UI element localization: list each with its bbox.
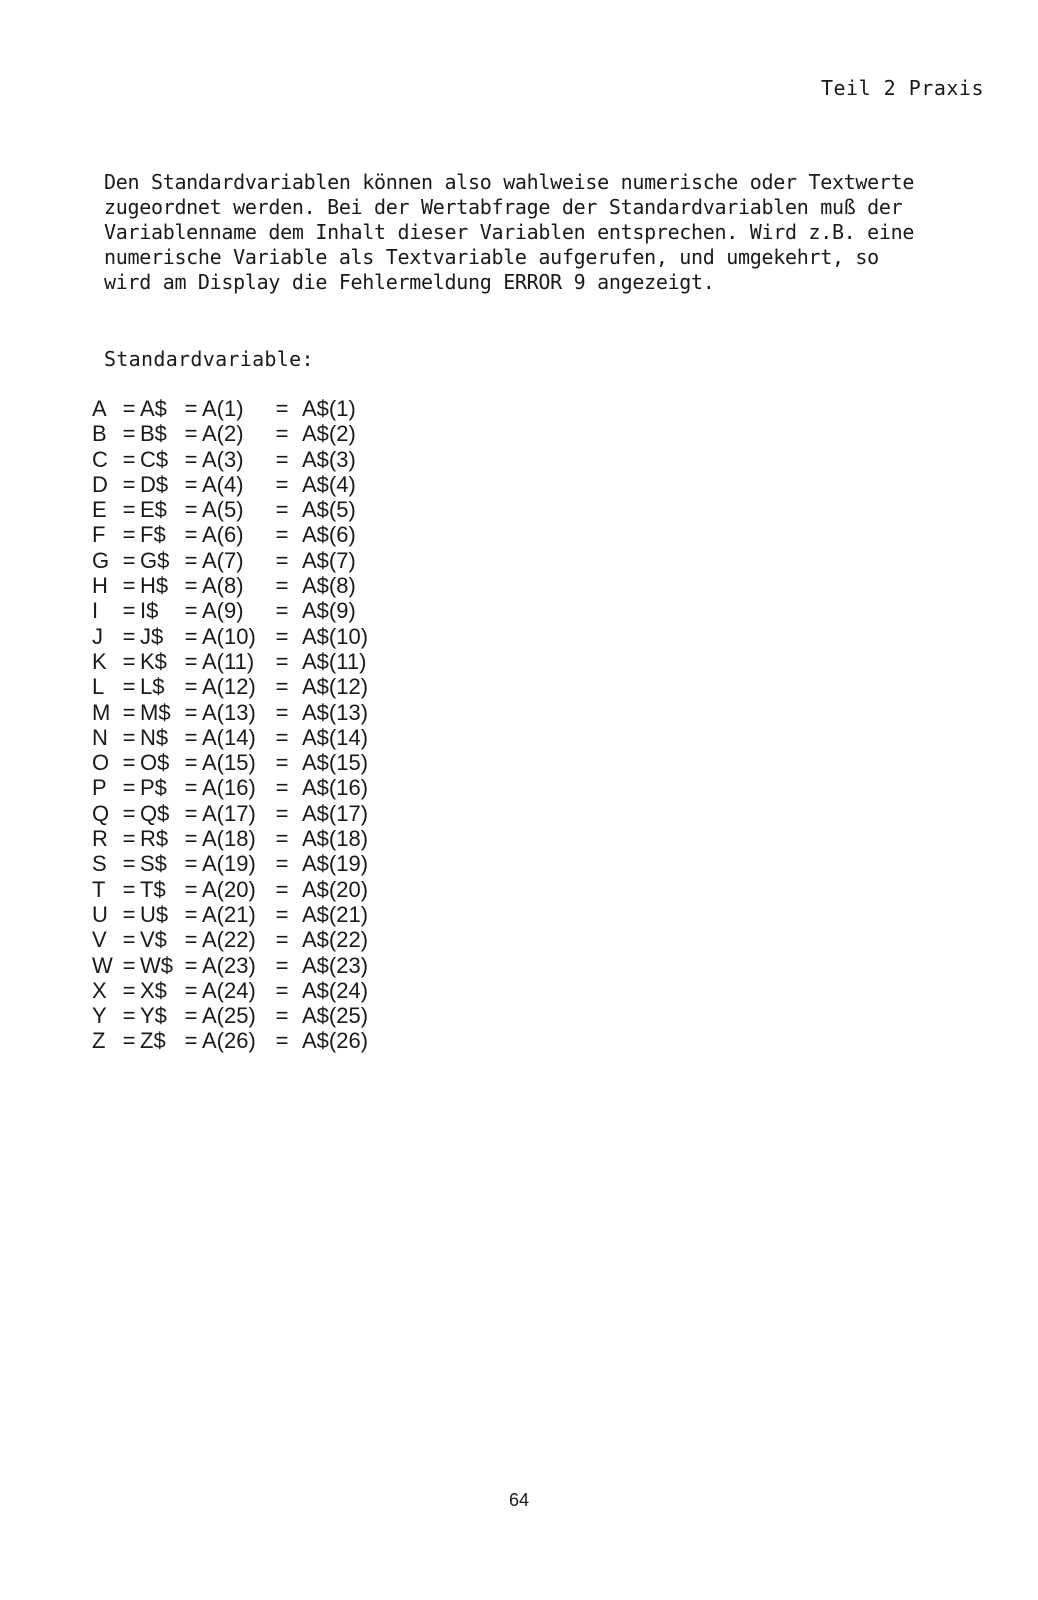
- array-element: A(19): [202, 851, 256, 877]
- paragraph-line: numerische Variable als Textvariable aufgerufen, und umgekehrt, so: [104, 245, 879, 269]
- equals-sign: =: [184, 648, 198, 674]
- array-element: A(21): [202, 901, 256, 927]
- variable-name: G: [92, 547, 110, 573]
- table-row: [92, 851, 382, 876]
- table-title: Standardvariable:: [104, 347, 314, 371]
- equals-sign: =: [275, 876, 289, 902]
- equals-sign: =: [184, 522, 198, 548]
- equals-sign: =: [184, 927, 198, 953]
- string-variable: V$: [140, 927, 167, 953]
- string-variable: B$: [140, 421, 167, 447]
- equals-sign: =: [122, 573, 136, 599]
- variable-name: B: [92, 421, 107, 447]
- array-element: A(20): [202, 876, 256, 902]
- variable-name: A: [92, 396, 107, 421]
- equals-sign: =: [275, 471, 289, 497]
- equals-sign: =: [122, 851, 136, 877]
- table-row: [92, 826, 382, 851]
- table-row: [92, 700, 382, 725]
- string-variable: Z$: [140, 1028, 166, 1054]
- equals-sign: =: [122, 876, 136, 902]
- equals-sign: =: [184, 674, 198, 700]
- variable-name: T: [92, 876, 106, 902]
- string-variable: T$: [140, 876, 166, 902]
- string-variable: Y$: [140, 1003, 167, 1029]
- equals-sign: =: [122, 446, 136, 472]
- array-element: A(13): [202, 699, 256, 725]
- equals-sign: =: [122, 750, 136, 776]
- string-array-element: A$(22): [302, 927, 369, 953]
- equals-sign: =: [275, 775, 289, 801]
- equals-sign: =: [184, 826, 198, 852]
- variable-name: Z: [92, 1028, 106, 1054]
- table-row: [92, 649, 382, 674]
- table-row: [92, 750, 382, 775]
- equals-sign: =: [184, 396, 198, 421]
- equals-sign: =: [275, 977, 289, 1003]
- string-array-element: A$(14): [302, 724, 369, 750]
- equals-sign: =: [184, 1028, 198, 1054]
- page-number: 64: [508, 1490, 530, 1510]
- equals-sign: =: [275, 598, 289, 624]
- equals-sign: =: [275, 800, 289, 826]
- table-row: [92, 522, 382, 547]
- string-variable: G$: [140, 547, 170, 573]
- array-element: A(2): [202, 421, 244, 447]
- equals-sign: =: [275, 750, 289, 776]
- table-row: [92, 927, 382, 952]
- string-array-element: A$(3): [302, 446, 356, 472]
- table-row: [92, 801, 382, 826]
- string-array-element: A$(18): [302, 826, 369, 852]
- variable-name: M: [92, 699, 111, 725]
- equals-sign: =: [122, 952, 136, 978]
- string-array-element: A$(26): [302, 1028, 369, 1054]
- variable-name: K: [92, 648, 107, 674]
- equals-sign: =: [184, 851, 198, 877]
- string-variable: I$: [140, 598, 159, 624]
- string-array-element: A$(11): [302, 648, 367, 674]
- array-element: A(24): [202, 977, 256, 1003]
- table-row: [92, 674, 382, 699]
- array-element: A(15): [202, 750, 256, 776]
- table-row: [92, 953, 382, 978]
- array-element: A(16): [202, 775, 256, 801]
- array-element: A(23): [202, 952, 256, 978]
- array-element: A(26): [202, 1028, 256, 1054]
- string-variable: M$: [140, 699, 171, 725]
- string-array-element: A$(20): [302, 876, 369, 902]
- string-array-element: A$(19): [302, 851, 369, 877]
- string-variable: K$: [140, 648, 167, 674]
- string-variable: E$: [140, 497, 167, 523]
- string-array-element: A$(8): [302, 573, 356, 599]
- variable-name: H: [92, 573, 108, 599]
- standard-variable-table: [92, 396, 382, 1054]
- array-element: A(4): [202, 471, 244, 497]
- equals-sign: =: [275, 952, 289, 978]
- variable-name: J: [92, 623, 103, 649]
- equals-sign: =: [184, 623, 198, 649]
- paragraph-line: wird am Display die Fehlermeldung ERROR 9 angezeigt.: [104, 270, 715, 294]
- array-element: A(1): [202, 396, 244, 421]
- string-variable: L$: [140, 674, 165, 700]
- string-array-element: A$(9): [302, 598, 356, 624]
- string-variable: X$: [140, 977, 167, 1003]
- equals-sign: =: [122, 674, 136, 700]
- equals-sign: =: [275, 396, 289, 421]
- string-variable: C$: [140, 446, 169, 472]
- string-variable: J$: [140, 623, 164, 649]
- array-element: A(6): [202, 522, 244, 548]
- equals-sign: =: [275, 547, 289, 573]
- array-element: A(9): [202, 598, 244, 624]
- variable-name: D: [92, 471, 108, 497]
- table-row: [92, 877, 382, 902]
- string-array-element: A$(10): [302, 623, 369, 649]
- table-row: [92, 472, 382, 497]
- variable-name: I: [92, 598, 99, 624]
- string-array-element: A$(24): [302, 977, 369, 1003]
- equals-sign: =: [122, 977, 136, 1003]
- paragraph-line: Den Standardvariablen können also wahlweise numerische oder Textwerte: [104, 170, 915, 194]
- equals-sign: =: [122, 826, 136, 852]
- array-element: A(11): [202, 648, 255, 674]
- variable-name: F: [92, 522, 106, 548]
- table-row: [92, 1003, 382, 1028]
- variable-name: R: [92, 826, 108, 852]
- variable-name: P: [92, 775, 107, 801]
- equals-sign: =: [275, 1028, 289, 1054]
- table-row: [92, 497, 382, 522]
- equals-sign: =: [275, 674, 289, 700]
- equals-sign: =: [275, 724, 289, 750]
- equals-sign: =: [275, 901, 289, 927]
- equals-sign: =: [122, 547, 136, 573]
- variable-name: S: [92, 851, 107, 877]
- string-array-element: A$(25): [302, 1003, 369, 1029]
- table-row: [92, 624, 382, 649]
- equals-sign: =: [184, 876, 198, 902]
- equals-sign: =: [184, 952, 198, 978]
- string-array-element: A$(23): [302, 952, 369, 978]
- equals-sign: =: [184, 1003, 198, 1029]
- equals-sign: =: [184, 750, 198, 776]
- string-array-element: A$(6): [302, 522, 356, 548]
- equals-sign: =: [275, 648, 289, 674]
- string-array-element: A$(17): [302, 800, 369, 826]
- table-row: [92, 978, 382, 1003]
- equals-sign: =: [184, 446, 198, 472]
- variable-name: X: [92, 977, 107, 1003]
- equals-sign: =: [275, 522, 289, 548]
- equals-sign: =: [275, 573, 289, 599]
- string-variable: F$: [140, 522, 166, 548]
- equals-sign: =: [184, 800, 198, 826]
- variable-name: L: [92, 674, 105, 700]
- variable-name: Y: [92, 1003, 107, 1029]
- equals-sign: =: [184, 977, 198, 1003]
- array-element: A(22): [202, 927, 256, 953]
- array-element: A(3): [202, 446, 244, 472]
- equals-sign: =: [122, 800, 136, 826]
- array-element: A(10): [202, 623, 256, 649]
- equals-sign: =: [122, 699, 136, 725]
- string-array-element: A$(5): [302, 497, 356, 523]
- variable-name: W: [92, 952, 113, 978]
- variable-name: O: [92, 750, 110, 776]
- table-row: [92, 598, 382, 623]
- equals-sign: =: [275, 623, 289, 649]
- string-array-element: A$(16): [302, 775, 369, 801]
- equals-sign: =: [275, 446, 289, 472]
- array-element: A(12): [202, 674, 256, 700]
- table-row: [92, 447, 382, 472]
- equals-sign: =: [184, 775, 198, 801]
- string-variable: W$: [140, 952, 173, 978]
- string-variable: S$: [140, 851, 167, 877]
- string-array-element: A$(7): [302, 547, 356, 573]
- equals-sign: =: [275, 497, 289, 523]
- array-element: A(17): [202, 800, 256, 826]
- variable-name: Q: [92, 800, 110, 826]
- string-variable: O$: [140, 750, 170, 776]
- string-array-element: A$(15): [302, 750, 369, 776]
- table-row: [92, 775, 382, 800]
- equals-sign: =: [122, 901, 136, 927]
- variable-name: N: [92, 724, 108, 750]
- string-array-element: A$(12): [302, 674, 369, 700]
- page-header: Teil 2 Praxis: [820, 76, 984, 100]
- array-element: A(7): [202, 547, 244, 573]
- string-variable: P$: [140, 775, 167, 801]
- array-element: A(14): [202, 724, 256, 750]
- equals-sign: =: [184, 598, 198, 624]
- string-variable: N$: [140, 724, 169, 750]
- variable-name: E: [92, 497, 107, 523]
- equals-sign: =: [122, 623, 136, 649]
- array-element: A(25): [202, 1003, 256, 1029]
- string-variable: Q$: [140, 800, 170, 826]
- equals-sign: =: [275, 826, 289, 852]
- equals-sign: =: [122, 927, 136, 953]
- equals-sign: =: [122, 724, 136, 750]
- equals-sign: =: [122, 775, 136, 801]
- equals-sign: =: [122, 497, 136, 523]
- string-variable: A$: [140, 396, 167, 421]
- variable-name: V: [92, 927, 107, 953]
- paragraph-line: zugeordnet werden. Bei der Wertabfrage der Standardvariablen muß der: [104, 195, 903, 219]
- string-array-element: A$(2): [302, 421, 356, 447]
- array-element: A(5): [202, 497, 244, 523]
- string-array-element: A$(1): [302, 396, 356, 421]
- equals-sign: =: [275, 1003, 289, 1029]
- string-variable: R$: [140, 826, 169, 852]
- string-array-element: A$(21): [302, 901, 369, 927]
- equals-sign: =: [184, 724, 198, 750]
- table-row: [92, 396, 382, 421]
- variable-name: C: [92, 446, 108, 472]
- variable-name: U: [92, 901, 108, 927]
- equals-sign: =: [122, 421, 136, 447]
- equals-sign: =: [122, 648, 136, 674]
- equals-sign: =: [122, 1003, 136, 1029]
- string-array-element: A$(13): [302, 699, 369, 725]
- string-array-element: A$(4): [302, 471, 356, 497]
- equals-sign: =: [184, 421, 198, 447]
- string-variable: D$: [140, 471, 169, 497]
- equals-sign: =: [122, 396, 136, 421]
- equals-sign: =: [275, 851, 289, 877]
- equals-sign: =: [184, 901, 198, 927]
- table-row: [92, 902, 382, 927]
- equals-sign: =: [275, 927, 289, 953]
- array-element: A(18): [202, 826, 256, 852]
- table-row: [92, 548, 382, 573]
- equals-sign: =: [275, 421, 289, 447]
- table-row: [92, 1028, 382, 1053]
- equals-sign: =: [184, 547, 198, 573]
- paragraph-line: Variablenname dem Inhalt dieser Variablen entsprechen. Wird z.B. eine: [104, 220, 915, 244]
- equals-sign: =: [184, 573, 198, 599]
- equals-sign: =: [184, 471, 198, 497]
- table-row: [92, 573, 382, 598]
- array-element: A(8): [202, 573, 244, 599]
- equals-sign: =: [122, 598, 136, 624]
- equals-sign: =: [122, 471, 136, 497]
- equals-sign: =: [184, 699, 198, 725]
- body-paragraph: [104, 170, 984, 295]
- table-row: [92, 421, 382, 446]
- equals-sign: =: [275, 699, 289, 725]
- string-variable: U$: [140, 901, 169, 927]
- table-row: [92, 725, 382, 750]
- string-variable: H$: [140, 573, 169, 599]
- equals-sign: =: [122, 1028, 136, 1054]
- equals-sign: =: [184, 497, 198, 523]
- equals-sign: =: [122, 522, 136, 548]
